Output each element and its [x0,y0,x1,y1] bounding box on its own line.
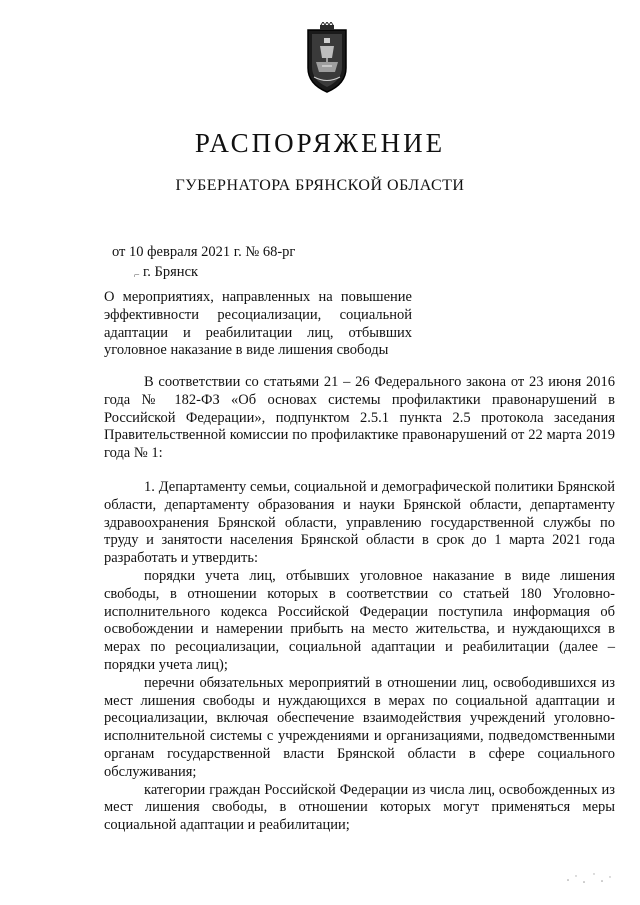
scan-artifact-icon [560,862,620,892]
document-body [104,374,615,835]
document-subtitle: ГУБЕРНАТОРА БРЯНСКОЙ ОБЛАСТИ [175,177,465,194]
city-marker-icon: ⌐ [134,270,140,281]
item-1-subparagraph-2: перечни обязательных мероприятий в отношении лиц, освободившихся из мест лишения свободы и нуждающихся в мерах по социальной адаптации и ресоциализации, включая обеспечение взаимодействия учреждений уголовно-исполнительной системы с учреждениями и организациями, подведомственными органам государственной власти Брянской области в сфере социального обслуживания; [104,674,615,780]
document-date: от 10 февраля 2021 г. № 68-рг [112,244,296,260]
document-subject [104,289,412,360]
document-city: г. Брянск [143,264,199,280]
bryansk-oblast-coat-of-arms-icon [302,22,352,96]
item-1-subparagraph-3: категории граждан Российской Федерации из числа лиц, освобожденных из мест лишения свободы, в отношении которых могут применяться меры социальной адаптации и реабилитации; [104,781,615,834]
document-title: РАСПОРЯЖЕНИЕ [194,128,446,158]
preamble-paragraph: В соответствии со статьями 21 – 26 Федерального закона от 23 июня 2016 года № 182-ФЗ «Об основах системы профилактики правонарушений в Российской Федерации», подпунктом 2.5.1 пункта 2.5 протокола заседания Правительственной комиссии по профилактике правонарушений от 22 марта 2019 года № 1: [104,374,615,462]
item-1-paragraph: 1. Департаменту семьи, социальной и демографической политики Брянской области, департаменту образования и науки Брянской области, департаменту здравоохранения Брянской области, управлению государственной службы по труду и занятости населения Брянской области в срок до 1 марта 2021 года разработать и утвердить: [104,478,615,567]
item-1-subparagraph-1: порядки учета лиц, отбывших уголовное наказание в виде лишения свободы, в отношении которых в соответствии со статьей 180 Уголовно-исполнительного кодекса Российской Федерации поступила информация об освобождении и намерении прибыть на место жительства, и нуждающихся в мерах по ресоциализации, социальной адаптации и реабилитации (далее – порядки учета лиц); [104,567,615,673]
subject-text: О мероприятиях, направленных на повышение эффективности ресоциализации, социальной адаптации и реабилитации лиц, отбывших уголовное наказание в виде лишения свободы [104,289,412,359]
